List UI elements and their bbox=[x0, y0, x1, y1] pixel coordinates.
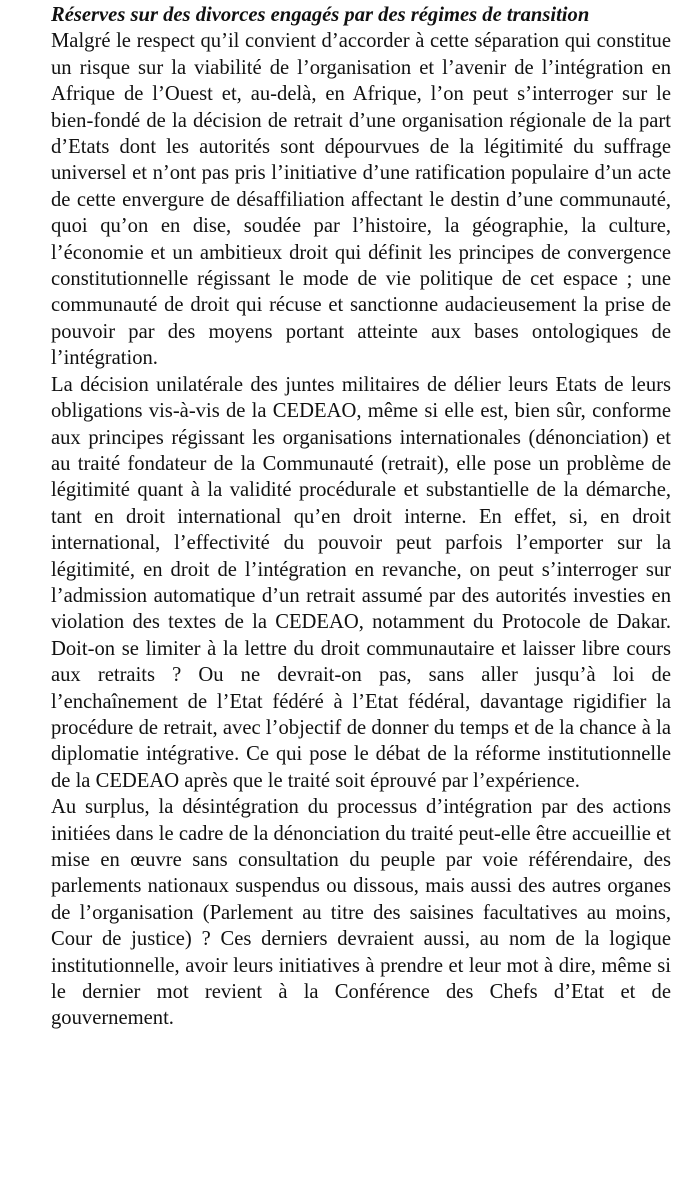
section-heading: Réserves sur des divorces engagés par des régimes de transition bbox=[51, 4, 590, 26]
paragraph-2: La décision unilatérale des juntes militaires de délier leurs Etats de leurs obligations vis-à-vis de la CEDEAO, même si elle est, bien sûr, conforme aux principes régissant les organisations internationales (dénonciation) et au traité fondateur de la Communauté (retrait), elle pose un problème de légitimité quant à la validité procédurale et substantielle de la démarche, tant en droit international qu’en droit interne. En effet, si, en droit international, l’effectivité du pouvoir peut parfois l’emporter sur la légitimité, en droit de l’intégration en revanche, on peut s’interroger sur l’admission automatique d’un retrait assumé par des autorités investies en violation des textes de la CEDEAO, notamment du Protocole de Dakar. Doit-on se limiter à la lettre du droit communautaire et laisser libre cours aux retraits ? Ou ne devrait-on pas, sans aller jusqu’à loi de l’enchaînement de l’Etat fédéré à l’Etat fédéral, davantage rigidifier la procédure de retrait, avec l’objectif de donner du temps et de la chance à la diplomatie intégrative. Ce qui pose le débat de la réforme institutionnelle de la CEDEAO après que le traité soit éprouvé par l’expérience. bbox=[51, 373, 671, 792]
paragraph-3: Au surplus, la désintégration du processus d’intégration par des actions initiées dans le cadre de la dénonciation du traité peut-elle être accueillie et mise en œuvre sans consultation du peuple par voie référendaire, des parlements nationaux suspendus ou dissous, mais aussi des autres organes de l’organisation (Parlement au titre des saisines facultatives au moins, Cour de justice) ? Ces derniers devraient aussi, au nom de la logique institutionnelle, avoir leurs initiatives à prendre et leur mot à dire, même si le dernier mot revient à la Conférence des Chefs d’Etat et de gouvernement. bbox=[51, 796, 671, 1030]
document-page bbox=[51, 2, 671, 1032]
paragraph-1: Malgré le respect qu’il convient d’accorder à cette séparation qui constitue un risque sur la viabilité de l’organisation et l’avenir de l’intégration en Afrique de l’Ouest et, au-delà, en Afrique, l’on peut s’interroger sur le bien-fondé de la décision de retrait d’une organisation régionale de la part d’Etats dont les autorités sont dépourvues de la légitimité du suffrage universel et n’ont pas pris l’initiative d’une ratification populaire d’un acte de cette envergure de désaffiliation affectant le destin d’une communauté, quoi qu’on en dise, soudée par l’histoire, la géographie, la culture, l’économie et un ambitieux droit qui définit les principes de convergence constitutionnelle régissant le mode de vie politique de cet espace ; une communauté de droit qui récuse et sanctionne audacieusement la prise de pouvoir par des moyens portant atteinte aux bases ontologiques de l’intégration. bbox=[51, 30, 671, 370]
